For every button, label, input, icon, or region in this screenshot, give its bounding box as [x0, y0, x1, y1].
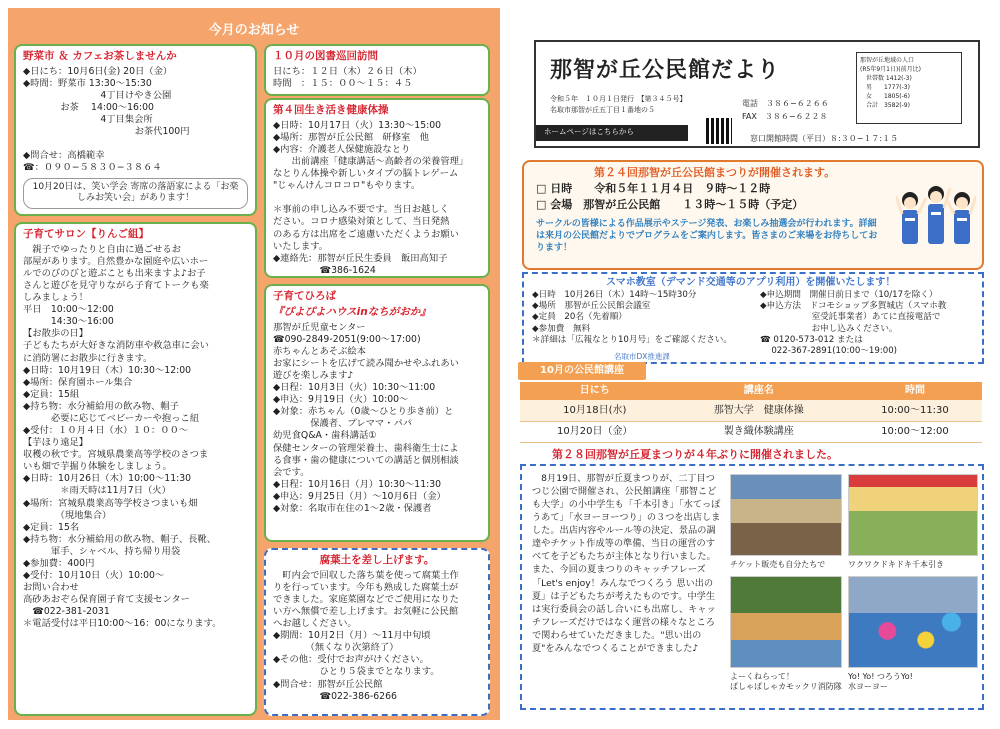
- festival-place: □ 会場 那智が丘公民館 １３時〜１５時（予定）: [536, 198, 804, 211]
- courses-col-name: 講座名: [670, 382, 848, 400]
- course-date: 10月20日（金）: [520, 421, 670, 442]
- opening-hours: 窓口開館時間（平日）８:３０−１７:１５: [750, 134, 899, 143]
- salon-line: 収穫の秋です。宮城県農業高等学校のさつま: [23, 449, 209, 461]
- compost-line: （無くなり次第終了）: [273, 642, 399, 654]
- hiroba-line: 会です。: [273, 466, 310, 478]
- compost-line: ひとり５袋までとなります。: [273, 666, 440, 678]
- compost-line: ◆その他：受付でお声がけください。: [273, 654, 429, 666]
- cafe-line: ☎：０９０−５８３０−３８６４: [23, 162, 162, 174]
- salon-line: ◆持ち物：水分補給用の飲み物、帽子: [23, 400, 179, 412]
- salon-line: ＊電話受付は平日10:00〜16：00になります。: [23, 618, 222, 630]
- library-line: 日にち：１２日（木）２６日（木）: [273, 65, 422, 77]
- fax-line: FAX ３８６−６２２８: [742, 111, 828, 121]
- hiroba-title: 子育てひろば: [273, 290, 336, 302]
- health-line: ◆連絡先：那智が丘民生委員 飯田高知子: [273, 252, 448, 264]
- hiroba-line: ◆申込：9月25日（月）〜10月6日（金）: [273, 490, 446, 502]
- hiroba-line: 保健センターの管理栄養士、歯科衛生士によ: [273, 442, 459, 454]
- cafe-line: [23, 138, 248, 150]
- smart-right-details: ◆申込期間 開催日前日まで（10/17を除く） ◆申込方法 ドコモショップ多賀城店（スマホ教 室受託事業者）あてに直接電話で お申し込みください。 ☎ 0120-573-012 または 022-367-2891(10:00〜19:00): [760, 290, 947, 356]
- course-time: 10:00〜12:00: [848, 421, 982, 442]
- salon-line: に消防署にお散歩に行きます。: [23, 352, 153, 364]
- newsletter-title: 那智が丘公民館だより: [550, 58, 781, 83]
- cafe-notice: [14, 44, 257, 216]
- salon-line: ◆定員：15組: [23, 388, 80, 400]
- salon-line: 親子でゆったりと自由に過ごせるお: [23, 243, 181, 255]
- cafe-line: ◆問合せ：高橋範幸: [23, 150, 105, 162]
- hiroba-line: お家にシートを広げて読み聞かせやふれあい: [273, 357, 459, 369]
- hiroba-line: 赤ちゃんとあそぶ絵本: [273, 345, 366, 357]
- salon-line: ◆場所：保育園ホール集合: [23, 376, 133, 388]
- compost-title: 腐葉土を差し上げます。: [319, 554, 435, 566]
- qr-code-icon[interactable]: [706, 118, 732, 144]
- salon-line: 14:30〜16:00: [23, 316, 114, 328]
- health-line: [273, 192, 481, 204]
- cafe-line: お茶代100円: [23, 126, 190, 138]
- compost-line: ◆期間：10月2日（月）〜11月中旬頃: [273, 630, 431, 642]
- health-lines: [273, 120, 481, 277]
- compost-line: 町内会で回収した落ち葉を使って腐葉土作: [273, 569, 459, 581]
- hiroba-line: 遊びを楽しみます♪: [273, 370, 354, 382]
- course-date: 10月18日(水): [520, 400, 670, 421]
- festival-report: [520, 464, 984, 710]
- health-line: ＊事前の申し込み不要です。当日お越しく: [273, 204, 449, 216]
- smart-left-details: ◆日時 10月26日（木）14時〜15時30分 ◆場所 那智が丘公民館会議室 ◆定員 20名（先着順） ◆参加費 無料 ＊詳細は「広報なとり10月号」をご確認ください。: [532, 290, 732, 345]
- health-line: ☎386-1624: [273, 264, 376, 276]
- table-row: [520, 421, 982, 442]
- smartphone-class: [522, 272, 984, 364]
- cafe-line: お茶 14:00〜16:00: [23, 102, 154, 114]
- dancers-illustration: [896, 178, 976, 264]
- salon-line: 平日 10:00〜12:00: [23, 304, 114, 316]
- health-line: ださい。コロナ感染対策として、当日発熱: [273, 216, 450, 228]
- salon-line: ◆持ち物：水分補給用の飲み物、帽子、長靴、: [23, 533, 217, 545]
- health-line: いたします。: [273, 240, 329, 252]
- address-line: 名取市那智が丘五丁目１番地の５: [550, 105, 655, 114]
- homepage-link[interactable]: ホームページはこちらから: [536, 125, 688, 141]
- caption-water-gun: よーくねらって！ ばしゃばしゃカモックリ消防隊: [730, 672, 842, 691]
- tel-line: 電話 ３８６−６２６６: [742, 99, 829, 108]
- cafe-title: 野菜市 ＆ カフェお茶しませんか: [23, 50, 177, 62]
- compost-line: い方へ無償で差し上げます。お気軽に公民館: [273, 606, 459, 618]
- health-line: のある方は出席をご遠慮いただくようお願い: [273, 228, 459, 240]
- salon-lines: [23, 244, 248, 631]
- caption-ticket: チケット販売も自分たちで: [730, 560, 826, 569]
- festival-date: □ 日時 令和５年１１月４日 ９時〜１２時: [536, 182, 771, 195]
- salon-line: いも畑で芋掘り体験をしましょう。: [23, 461, 172, 473]
- contact-info: [742, 98, 829, 124]
- salon-line: ◆参加費：400円: [23, 557, 95, 569]
- salon-line: ◆定員：15名: [23, 521, 80, 533]
- salon-line: 軍手、シャベル、持ち帰り用袋: [23, 545, 181, 557]
- health-line: ◆場所：那智が丘公民館 研修室 他: [273, 131, 429, 143]
- issue-info: [550, 94, 687, 115]
- salon-line: ◆日時：10月19日（木）10:30〜12:00: [23, 364, 192, 376]
- cafe-line: ◆日にち：10月6日(金) 20日（金）: [23, 65, 173, 77]
- cafe-line: 4丁目集会所: [23, 114, 153, 126]
- salon-line: 高砂あおぞら保育園子育て支援センター: [23, 594, 190, 606]
- compost-line: ☎022-386-6266: [273, 690, 397, 702]
- courses-col-time: 時間: [848, 382, 982, 400]
- hiroba-line: 幼児食Q&A・歯科講話①: [273, 430, 377, 442]
- salon-line: ◆受付：10月10日（火）10:00〜: [23, 569, 165, 581]
- salon-line: ルでのびのびと遊ぶことも出来ますよ♪お子: [23, 268, 206, 280]
- festival-announcement: [522, 160, 984, 270]
- salon-line: お問い合わせ: [23, 582, 79, 594]
- photo-senbon-biki: [848, 474, 978, 556]
- courses-table: [520, 382, 982, 443]
- hiroba-subtitle: 『ぴよぴよハウスinなちがおか』: [273, 305, 431, 318]
- salon-line: ◆日時：10月26日（木）10:00〜11:30: [23, 473, 192, 485]
- health-line: ◆内容：介護老人保健施設なとり: [273, 144, 411, 156]
- compost-notice: [264, 548, 490, 716]
- salon-line: さんと遊びを見守りながら子育てトークも楽: [23, 280, 209, 292]
- health-notice: [264, 98, 490, 278]
- hiroba-lines: [273, 322, 481, 515]
- report-title: 第２８回那智が丘夏まつりが４年ぶりに開催されました。: [552, 448, 838, 461]
- salon-line: 【芋ほり遠足】: [23, 437, 89, 449]
- courses-header-row: [520, 382, 982, 400]
- course-time: 10:00〜11:30: [848, 400, 982, 421]
- salon-title: 子育てサロン【りんご組】: [23, 228, 149, 240]
- health-title: 第４回生き活き健康体操: [273, 104, 389, 116]
- hiroba-line: ◆申込：9月19日（火）10:00〜: [273, 394, 409, 406]
- smart-title: スマホ教室（デマンド交通等のアプリ利用）を開催いたします！: [606, 277, 896, 288]
- hiroba-line: 那智が丘児童センター: [273, 321, 366, 333]
- salon-line: 部屋があります。自然豊かな園庭や広いホー: [23, 255, 209, 267]
- courses-title: 10月の公民館講座: [518, 362, 646, 380]
- salon-line: 子どもたちが大好きな消防車や救急車に会い: [23, 340, 209, 352]
- caption-senbon: ワクワクドキドキ千本引き: [848, 560, 944, 569]
- hiroba-line: ◆日程：10月3日（火）10:30〜11:00: [273, 382, 436, 394]
- hiroba-line: 保護者、プレママ・パパ: [273, 418, 413, 430]
- left-page-title: 今月のお知らせ: [208, 23, 300, 38]
- course-name: 製き織体験講座: [670, 421, 848, 442]
- report-text: 8月19日、那智が丘夏まつりが、二丁目つつじ公園で開催され、公民館講座「那智こども大学」の小中学生も「千本引き」「水てっぽうあて」「水ヨーヨーつり」の３つを出店しました。出店内容やルール等の決定、景品の調達やチケット作成等の準備、当日の運営のすべてを子どもたちが主体となり行いました。また、今回の夏まつりのキャッチフレーズ「Let's enjoy！みんなでつくろう 思い出の夏」は子どもたちが考えたものです。中学生は実行委員会の話し合いにも出席し、キャッチフレーズだけではなく運営の様々なところで関わらせていただきました。"思い出の夏"をみんなでつくることができました♪: [532, 473, 721, 654]
- health-line: "じゃんけんコロコロ"もやります。: [273, 180, 421, 192]
- hiroba-line: ☎090-2849-2051(9:00〜17:00): [273, 333, 421, 345]
- hiroba-notice: [264, 284, 490, 542]
- hiroba-line: ◆日程：10月16日（月）10:30〜11:30: [273, 478, 442, 490]
- compost-line: できました。家庭菜園などでご使用になりた: [273, 594, 459, 606]
- library-lines: [273, 66, 481, 90]
- left-panel: [8, 8, 500, 720]
- compost-line: へお越しください。: [273, 618, 357, 630]
- salon-line: 【お散歩の日】: [23, 328, 89, 340]
- smart-sponsor: 名取市DX推進課: [614, 352, 670, 361]
- salon-line: ＊雨天時は11月7日（火）: [23, 485, 171, 497]
- population-box: 那智が丘地域の人口 (R5年9月1日)(前月比) 世帯数 1412(-3) 男 1777(-3) 女 1805(-6) 合計 3582(-9): [856, 52, 962, 124]
- table-row: [520, 400, 982, 421]
- caption-yoyo: Yo! Yo! つろうYo! 水ヨーヨー: [848, 672, 913, 691]
- course-name: 那智大学 健康体操: [670, 400, 848, 421]
- photo-water-yoyo: [848, 576, 978, 668]
- compost-lines: [273, 570, 481, 703]
- salon-notice: [14, 222, 257, 716]
- right-panel: [512, 0, 1000, 729]
- compost-line: ◆問合せ：那智が丘公民館: [273, 678, 383, 690]
- library-notice: [264, 44, 490, 96]
- salon-line: （現地集合）: [23, 509, 112, 521]
- salon-line: しみましょう！: [23, 292, 89, 304]
- salon-line: 必要に応じてベビーカーや抱っこ紐: [23, 412, 200, 424]
- library-line: 時間 ：１５：００〜１５：４５: [273, 77, 413, 89]
- photo-ticket-sales: [730, 474, 842, 556]
- salon-line: ☎022-381-2031: [23, 606, 110, 618]
- issue-line: 令和５年 １０月１日発行 【第３４５号】: [550, 95, 687, 103]
- salon-line: ◆受付：１０月４日（水）１０：００〜: [23, 425, 189, 437]
- health-line: ◆日時：10月17日（火）13:30〜15:00: [273, 119, 442, 131]
- health-line: 出前講座「健康講話〜高齢者の栄養管理」: [273, 156, 469, 168]
- cafe-line: ◆時間：野菜市 13:30〜15:30: [23, 77, 152, 89]
- courses-col-date: 日にち: [520, 382, 670, 400]
- library-title: １０月の図書巡回訪問: [273, 50, 378, 62]
- hiroba-line: る食事・歯の健康についての講話と個別相談: [273, 454, 459, 466]
- health-line: なとりん体操や新しいタイプの脳トレゲーム: [273, 168, 459, 180]
- festival-title: 第２４回那智が丘公民館まつりが開催されます。: [594, 166, 836, 179]
- compost-line: りを行っています。今年も熟成した腐葉土が: [273, 581, 459, 593]
- cafe-note: 10月20日は、笑い学会 寄席の落語家による「お楽しみお笑い会」があります！: [23, 178, 248, 210]
- hiroba-line: ◆対象：名取市在住の1〜2歳・保護者: [273, 502, 432, 514]
- cafe-lines: [23, 66, 248, 175]
- photo-water-gun: [730, 576, 842, 668]
- cafe-line: 4丁目けやき公園: [23, 90, 172, 102]
- salon-line: ◆場所：宮城県農業高等学校さつまいも畑: [23, 497, 198, 509]
- festival-description: サークルの皆様による作品展示やステージ発表、お楽しみ抽選会が行われます。詳細は来月の公民館だよりでプログラムをご案内します。皆さまのご来場をお待ちしております！: [536, 219, 878, 254]
- hiroba-line: ◆対象：赤ちゃん（0歳〜ひとり歩き前）と: [273, 406, 454, 418]
